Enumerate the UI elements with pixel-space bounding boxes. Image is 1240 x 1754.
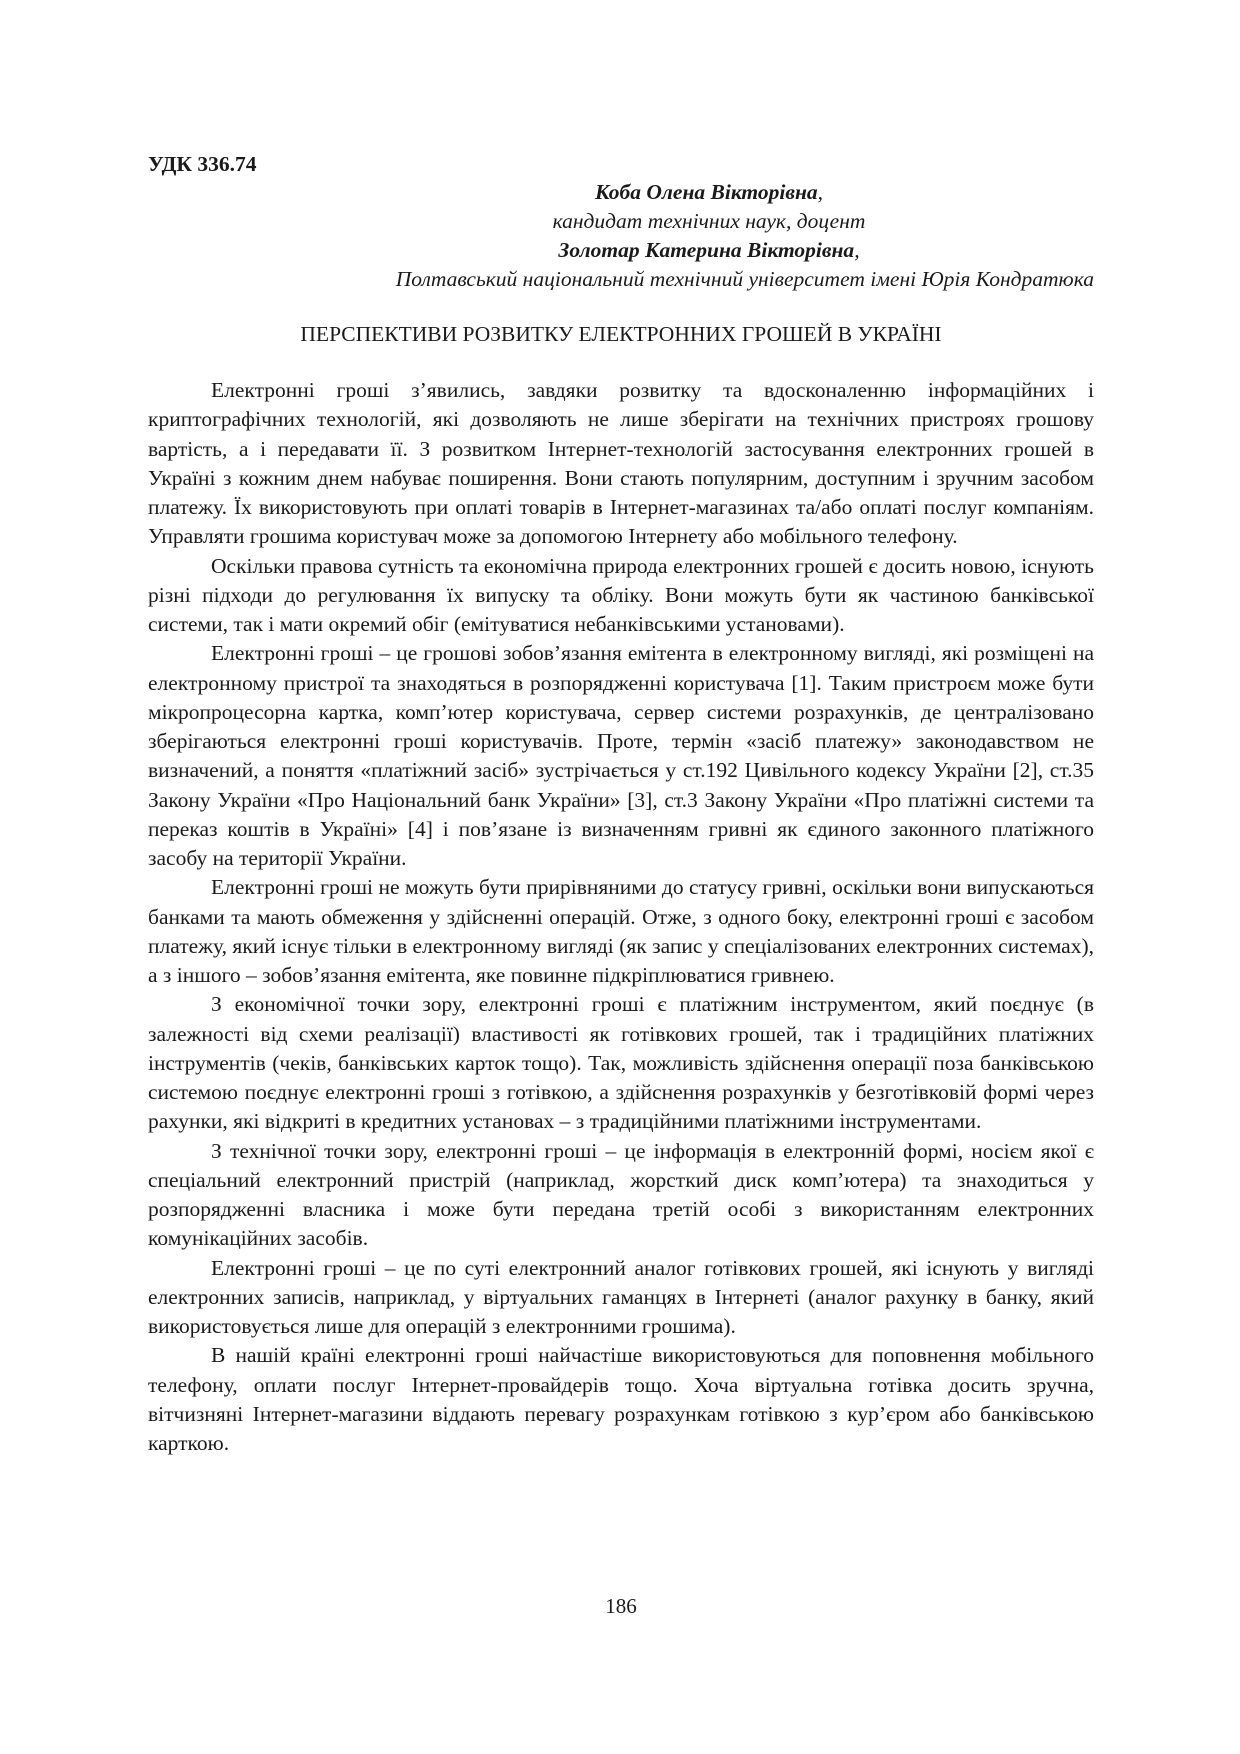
author-2-name: Золотар Катерина Вікторівна <box>558 238 855 262</box>
paragraph: Електронні гроші – це грошові зобов’язання емітента в електронному вигляді, які розміщені на електронному пристрої та знаходяться в розпорядженні користувача [1]. Таким пристроєм може бути мікропроцесорна картка, комп’ютер користувача, сервер системи розрахунків, де централізовано зберігаються електронні гроші користувачів. Проте, термін «засіб платежу» законодавством не визначений, а поняття «платіжний засіб» зустрічається у ст.192 Цивільного кодексу України [2], ст.35 Закону України «Про Національний банк України» [3], ст.3 Закону України «Про платіжні системи та переказ коштів в Україні» [4] і пов’язане із визначенням гривні як єдиного законного платіжного засобу на території України. <box>148 641 1094 870</box>
paper-title: ПЕРСПЕКТИВИ РОЗВИТКУ ЕЛЕКТРОННИХ ГРОШЕЙ В УКРАЇНІ <box>300 322 942 346</box>
author-block <box>148 178 1094 294</box>
paper-body <box>148 376 1094 1458</box>
paragraph: Електронні гроші з’явились, завдяки розвитку та вдосконаленню інформаційних і криптографічних технологій, які дозволяють не лише зберігати на технічних пристроях грошову вартість, а і передавати її. З розвитком Інтернет-технологій застосування електронних грошей в Україні з кожним днем набуває поширення. Вони стають популярним, доступним і зручним засобом платежу. Їх використовують при оплаті товарів в Інтернет-магазинах та/або оплаті послуг компаніям. Управляти грошима користувач може за допомогою Інтернету або мобільного телефону. <box>148 378 1094 549</box>
author-1-comma: , <box>817 180 824 204</box>
author-1 <box>148 178 1094 207</box>
udk-code: УДК 336.74 <box>148 152 257 176</box>
paragraph: З економічної точки зору, електронні гроші є платіжним інструментом, який поєднує (в залежності від схеми реалізації) властивості як готівкових грошей, так і традиційних платіжних інструментів (чеків, банківських карток тощо). Так, можливість здійснення операції поза банківською системою поєднує електронні гроші з готівкою, а здійснення розрахунків у безготівковій формі через рахунки, які відкриті в кредитних установах – з традиційними платіжними інструментами. <box>148 992 1094 1134</box>
paragraph: Електронні гроші – це по суті електронний аналог готівкових грошей, які існують у вигляді електронних записів, наприклад, у віртуальних гаманцях в Інтернеті (аналог рахунку в банку, який використовується лише для операцій з електронними грошима). <box>148 1255 1094 1338</box>
author-1-name: Коба Олена Вікторівна <box>594 180 818 204</box>
paragraph: В нашій країні електронні гроші найчастіше використовуються для поповнення мобільного телефону, оплати послуг Інтернет-провайдерів тощо. Хоча віртуальна готівка досить зручна, вітчизняні Інтернет-магазини віддають перевагу розрахункам готівкою з кур’єром або банківською карткою. <box>148 1343 1094 1455</box>
paragraph: З технічної точки зору, електронні гроші – це інформація в електронній формі, носієм якої є спеціальний електронний пристрій (наприклад, жорсткий диск комп’ютера) та знаходиться у розпорядженні власника і може бути передана третій особі з використанням електронних комунікаційних засобів. <box>148 1138 1094 1251</box>
author-2 <box>148 236 1094 265</box>
page-number: 186 <box>605 1594 637 1618</box>
author-2-comma: , <box>854 238 860 262</box>
affiliation: Полтавський національний технічний університет імені Юрія Кондратюка <box>395 267 1094 291</box>
paragraph: Оскільки правова сутність та економічна природа електронних грошей є досить новою, існують різні підходи до регулювання їх випуску та обліку. Вони можуть бути як частиною банківської системи, так і мати окремий обіг (емітуватися небанківськими установами). <box>148 553 1094 636</box>
paragraph: Електронні гроші не можуть бути прирівняними до статусу гривні, оскільки вони випускаються банками та мають обмеження у здійсненні операцій. Отже, з одного боку, електронні гроші є засобом платежу, який існує тільки в електронному вигляді (як запис у спеціалізованих електронних системах), а з іншого – зобов’язання емітента, яке повинне підкріплюватися гривнею. <box>148 875 1094 987</box>
author-1-degree: кандидат технічних наук, доцент <box>552 209 866 233</box>
